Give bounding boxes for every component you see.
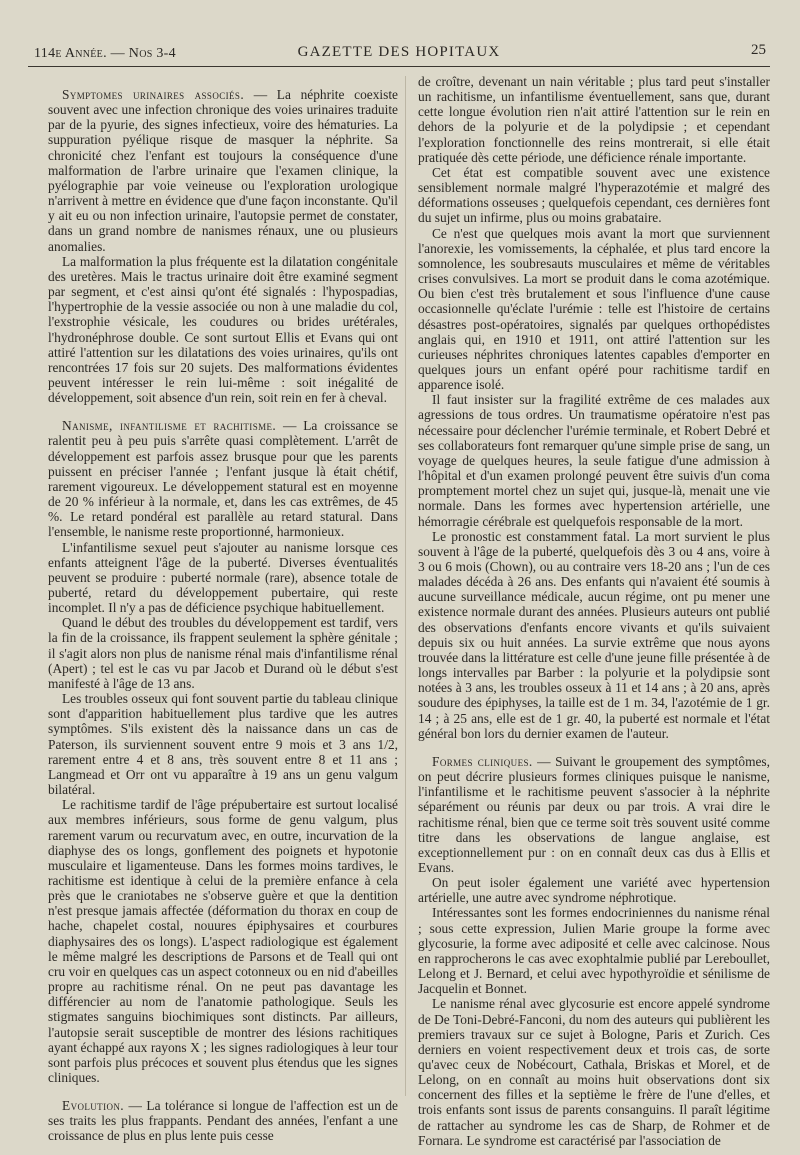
column-divider [405,76,406,1096]
paragraph-text: Cet état est compatible souvent avec une existence sensiblement normale malgré l'hyperazotémie et malgré des déformations osseuses ; quelquefois cependant, ces dernières font du sujet un infirme, plus ou moins grabataire. [418,164,770,226]
paragraph [418,754,770,875]
paragraph-text: — La tolérance si longue de l'affection est un de ses traits les plus frappants. Pendant des années, l'enfant a une croissance de plus en plus lente puis cesse [48,1098,398,1144]
paragraph-text: On peut isoler également une variété avec hypertension artérielle, une autre avec syndrome néphrotique. [418,875,770,906]
paragraph [48,254,398,406]
paragraph-text: — La croissance se ralentit peu à peu puis s'arrête quasi complètement. L'arrêt de développement est parfois assez brusque pour que les parents puissent en préciser l'année ; l'enfant jusque là était chétif, rarement vigoureux. Le développement statural est en moyenne de 20 % inférieur à la normale, et, dans les cas extrêmes, de 45 %. Le retard pondéral est parallèle au retard statural. Dans l'ensemble, le nanisme reste proportionné, harmonieux. [48,418,398,540]
paragraph-text: Le rachitisme tardif de l'âge prépubertaire est surtout localisé aux membres inférieurs, sous forme de genu valgum, plus rarement varum ou recurvatum avec, en outre, incurvation de la diaphyse des os longs, gonflement des poignets et hypotonie musculaire et ligamenteuse. Dans les formes moins tardives, le rachitisme est identique à celui de la première enfance à cela près que le craniotabes ne s'observe guère et que la dentition n'est presque jamais affectée (déformation du thorax en coup de hache, chapelet costal, nouures épiphysaires et courbures diaphysaires des os longs). L'aspect radiologique est également le même malgré les descriptions de Parsons et de Teall qui ont cru voir en quelques cas un aspect cotonneux ou en nid d'abeilles propre au rachitisme rénal. On ne peut pas davantage les différencier au nom de l'anatomie pathologique. Seuls les stigmates sanguins biochimiques sont distincts. Par ailleurs, l'autopsie serait susceptible de montrer des lésions rachitiques ayant échappé aux rayons X ; les signes radiologiques à leur tour sont parfois plus précoces et souvent plus étendus que les signes cliniques. [48,797,398,1085]
paragraph [418,905,770,996]
issue-info: 114e Année. — Nos 3-4 [34,46,176,61]
paragraph [418,996,770,1148]
paragraph [418,529,770,741]
section-heading: Evolution. [62,1098,125,1114]
paragraph [48,1098,398,1143]
paragraph [48,691,398,797]
section-heading: Formes cliniques. [432,753,533,769]
paragraph-text: — Suivant le groupement des symptômes, on peut décrire plusieurs formes cliniques puisque le nanisme, l'infantilisme et le rachitisme peuvent s'associer à la néphrite séparément ou réunis par deux ou par trois. A vrai dire le rachitisme rénal, bien que ce terme soit très souvent usité comme titre dans les observations de langue anglaise, est exceptionnellement pur : on en connaît deux cas dus à Ellis et Evans. [418,753,770,875]
paragraph [48,615,398,691]
paragraph-text: Le pronostic est constamment fatal. La mort survient le plus souvent à l'âge de la puberté, quelquefois dès 3 ou 4 ans, voire à 3 ou 6 mois (Chown), ou au contraire vers 18-20 ans ; l'un de ces malades décéda à 26 ans. Des enfants qui n'avaient été soumis à aucune surveillance médicale, aucun régime, ont pu mener une existence normale durant des années. Plusieurs auteurs ont publié des observations d'enfants encore vivants et qu'ils suivaient depuis six ou huit années. La survie extrême que nous ayons trouvée dans la littérature est celle d'une jeune fille présentée à de longs intervalles par Barber : la polyurie et la polydipsie sont notées à 3 ans, les troubles osseux à 11 et 14 ans ; à 20 ans, après soudure des épiphyses, la taille est de 1 m. 34, l'azotémie de 1 gr. 14 ; à 25 ans, elle est de 1 gr. 40, la puberté est normale et l'état général bon lors du dernier examen de l'auteur. [418,528,770,741]
paragraph-text: L'infantilisme sexuel peut s'ajouter au nanisme lorsque ces enfants atteignent l'âge de la puberté. Diverses éventualités peuvent se produire : puberté normale (rare), absence totale de puberté, retard du développement pubertaire, qui reste incomplet. Il n'y a pas de déficience psychique habituellement. [48,539,398,616]
right-column [418,74,770,1148]
paragraph-text: Quand le début des troubles du développement est tardif, vers la fin de la croissance, ils frappent seulement la sphère génitale ; il s'agit alors non plus de nanisme rénal mais d'infantilisme rénal (Apert) ; tel est le cas vu par Jacob et Durand où le début s'est manifesté à l'âge de 13 ans. [48,615,398,691]
paragraph-text: Les troubles osseux qui font souvent partie du tableau clinique sont d'apparition habituellement plus tardive que les autres symptômes. S'ils existent dès la naissance dans un cas de Paterson, ils surviennent souvent entre 9 mois et 3 ans 1/2, rarement entre 4 et 8 ans, très souvent entre 8 et 11 ans ; Langmead et Orr ont vu apparaître à 19 ans un genu valgum bilatéral. [48,691,398,798]
paragraph-text: Le nanisme rénal avec glycosurie est encore appelé syndrome de De Toni-Debré-Fanconi, du nom des auteurs qui publièrent les premiers travaux sur ce sujet à Bologne, Paris et Zurich. Ces derniers en voient respectivement deux et trois cas, de sorte qu'avec ceux de Nobécourt, Cathala, Briskas et Morel, et de Lelong, on en connaît au moins huit observations dont six concernent des filles et la septième le frère de l'une d'elles, et trois enfants sont issus de parents consanguins. Il paraît légitime de rattacher au syndrome les cas de Sharp, de Rohmer et de Fornara. Le syndrome est caractérisé par l'association de [418,996,770,1148]
running-header [28,40,770,67]
paragraph [418,165,770,226]
paragraph [48,87,398,254]
page-number: 25 [751,42,766,58]
paragraph [418,226,770,393]
paragraph [418,392,770,528]
paragraph-text: Ce n'est que quelques mois avant la mort que surviennent l'anorexie, les vomissements, la céphalée, et plus tard encore la somnolence, les soubresauts musculaires et même de véritables crises convulsives. La mort se produit dans le coma azotémique. Ou bien c'est très brutalement et sous l'influence d'une cause occasionnelle qu'éclate l'urémie : telle est l'histoire de certains désastres post-opératoires, signalés par quelques orthopédistes anglais qui, en 1910 et 1911, ont attiré l'attention sur les curieuses néphrites chroniques latentes capables d'emporter en quelques jours un enfant opéré pour rachitisme tardif en apparence isolé. [418,225,770,393]
paragraph [48,540,398,616]
section-heading: Symptomes urinaires associés. [62,87,245,102]
paragraph [48,797,398,1085]
paragraph-text: de croître, devenant un nain véritable ; plus tard peut s'installer un rachitisme, un infantilisme éventuellement, sans que, durant cette longue évolution rien n'ait attiré l'attention sur le rein en dehors de la polyurie et de la polydipsie ; et cependant l'exploration fonctionnelle des reins montrerait, si elle était pratiquée dès cette période, une déficience rénale importante. [418,74,770,165]
paragraph-text: La malformation la plus fréquente est la dilatation congénitale des uretères. Mais le tractus urinaire doit être examiné segment par segment, et c'est ainsi qu'ont été signalés : l'hypospadias, l'hypertrophie de la vessie associée ou non à une maladie du col, l'exstrophie vésicale, les coudures ou brides urétérales, l'hydronéphrose double. Ce sont surtout Ellis et Evans qui ont attiré l'attention sur les dilatations des voies urinaires, qu'ils ont rencontrées 17 fois sur 20 sujets. Des malformations évidentes peuvent intéresser le rein lui-même : soit inégalité de développement, soit absence d'un rein, soit rein en fer à cheval. [48,253,398,406]
paragraph [48,418,398,539]
section-heading: Nanisme, infantilisme et rachitisme. [62,418,277,434]
journal-title: GAZETTE DES HOPITAUX [297,44,501,60]
paragraph [418,875,770,905]
paragraph-text: — La néphrite coexiste souvent avec une infection chronique des voies urinaires traduite par de la pyurie, des signes infectieux, voire des hématuries. La suppuration pyélique risque de masquer la néphrite. Sa chronicité chez l'enfant est toujours la conséquence d'une malformation de l'arbre urinaire que l'examen clinique, la pyélographie par voie veineuse ou l'exploration urologique n'arrivent à mettre en évidence que d'une façon inconstante. Qu'il y ait eu ou non infection urinaire, l'autopsie permet de constater, dans un grand nombre de nanismes rénaux, une ou plusieurs anomalies. [48,87,399,254]
paragraph [418,74,770,165]
left-column [48,74,398,1144]
paragraph-text: Il faut insister sur la fragilité extrême de ces malades aux agressions de tous ordres. Un traumatisme opératoire n'est pas nécessaire pour déclencher l'urémie terminale, et Robert Debré et ses collaborateurs font remarquer qu'une simple prise de sang, un voyage de quelques heures, la seule fatigue d'une admission à l'hôpital et d'un examen prolongé peuvent être suivis d'un coma promptement mortel chez un sujet qui, jusque-là, menait une vie normale. Dans les formes avec hypertension artérielle, une hémorragie cérébrale est quelquefois responsable de la mort. [418,392,770,529]
paragraph-text: Intéressantes sont les formes endocriniennes du nanisme rénal ; sous cette expression, Julien Marie groupe la forme avec glycosurie, la forme avec adiposité et celle avec calcinose. Nous en rapprocherons le cas avec exophtalmie publié par Lereboullet, Lelong et J. Bernard, et celui avec hypothyroïdie et sénilisme de Jacquelin et Bonnet. [418,905,770,997]
